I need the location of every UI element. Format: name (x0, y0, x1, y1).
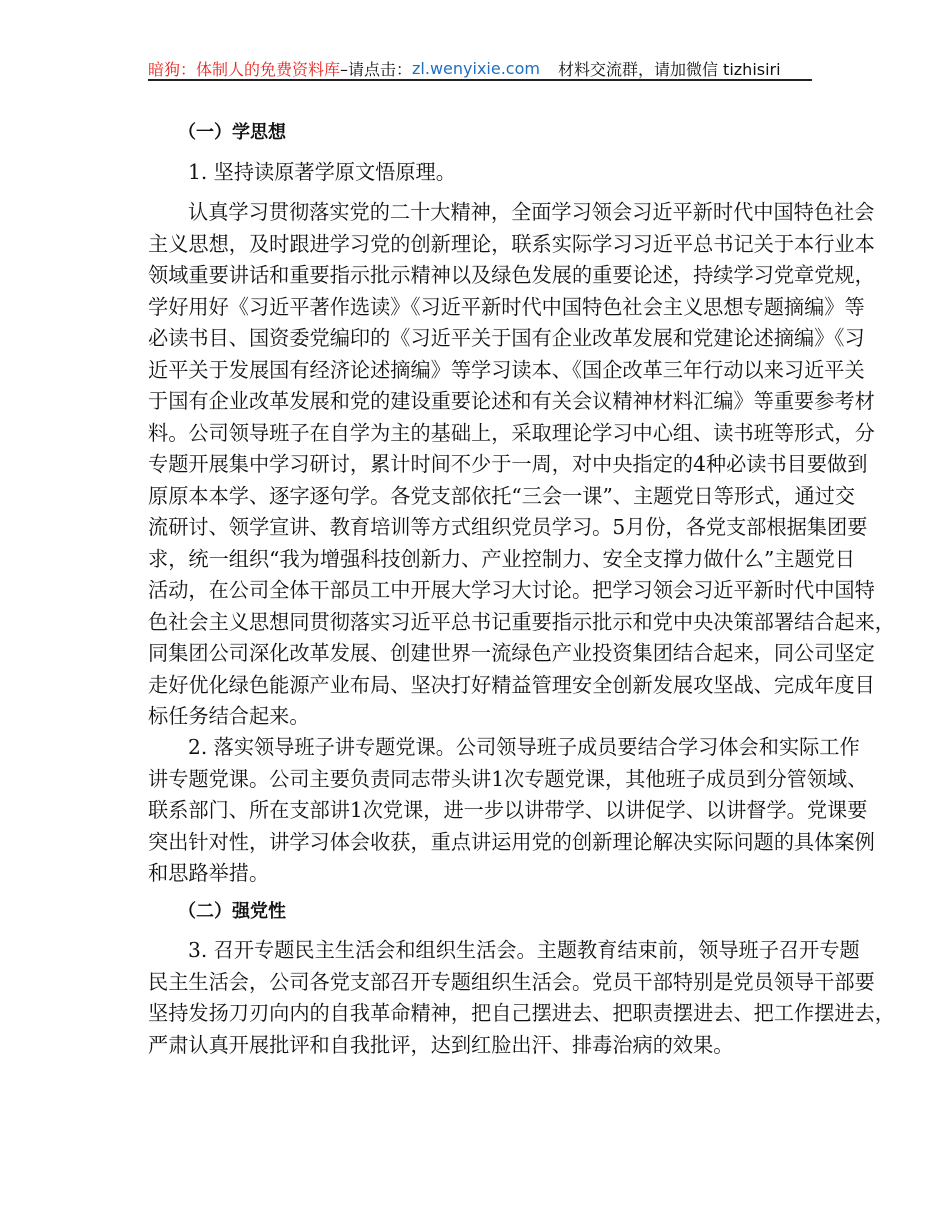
text-line: 严肃认真开展批评和自我批评，达到红脸出汗、排毒治病的效果。 (148, 1032, 734, 1057)
text-line: 于国有企业改革发展和党的建设重要论述和有关会议精神材料汇编》等重要参考材 (148, 389, 875, 413)
text-line: 联系部门、所在支部讲1次党课，进一步以讲带学、以讲促学、以讲督学。党课要 (148, 798, 868, 822)
item-title: 1. 坚持读原著学原文悟原理。 (188, 160, 456, 184)
text-line: 必读书目、国资委党编印的《习近平关于国有企业改革发展和党建论述摘编》《习 (148, 326, 865, 350)
header-contact: 材料交流群，请加微信 tizhisiri (557, 59, 781, 79)
text-line: 求，统一组织“我为增强科技创新力、产业控制力、安全支撑力做什么”主题党日 (148, 546, 856, 571)
text-line: 和思路举措。 (148, 861, 270, 885)
header-prompt: –请点击： (340, 59, 413, 79)
text-line: 学好用好《习近平著作选读》《习近平新时代中国特色社会主义思想专题摘编》等 (148, 294, 865, 319)
text-line: 3. 召开专题民主生活会和组织生活会。主题教育结束前，领导班子召开专题 (188, 938, 860, 962)
header-rule (148, 79, 812, 81)
text-line: 突出针对性，讲学习体会收获，重点讲运用党的创新理论解决实际问题的具体案例 (148, 829, 875, 854)
site-name: 暗狗：体制人的免费资料库 (148, 59, 341, 79)
section-heading: （二）强党性 (178, 901, 286, 922)
text-line: 走好优化绿色能源产业布局、坚决打好精益管理安全创新发展攻坚战、完成年度目 (148, 672, 875, 697)
text-line: 领域重要讲话和重要指示批示精神以及绿色发展的重要论述，持续学习党章党规， (148, 263, 875, 287)
text-line: 同集团公司深化改革发展、创建世界一流绿色产业投资集团结合起来，同公司坚定 (148, 641, 875, 665)
text-line: 色社会主义思想同贯彻落实习近平总书记重要指示批示和党中央决策部署结合起来， (148, 609, 895, 634)
text-line: 流研讨、领学宣讲、教育培训等方式组织党员学习。5月份，各党支部根据集团要 (148, 515, 868, 539)
text-line: 近平关于发展国有经济论述摘编》等学习读本、《国企改革三年行动以来习近平关 (148, 357, 865, 382)
text-line: 认真学习贯彻落实党的二十大精神，全面学习领会习近平新时代中国特色社会 (188, 200, 875, 224)
section-heading: （一）学思想 (178, 122, 286, 143)
page-header (148, 56, 812, 80)
text-line: 坚持发扬刀刃向内的自我革命精神，把自己摆进去、把职责摆进去、把工作摆进去， (148, 1001, 895, 1025)
text-line: 标任务结合起来。 (148, 704, 310, 728)
text-line: 民主生活会，公司各党支部召开专题组织生活会。党员干部特别是党员领导干部要 (148, 969, 875, 994)
text-line: 料。公司领导班子在自学为主的基础上，采取理论学习中心组、读书班等形式，分 (148, 420, 875, 445)
text-line: 2. 落实领导班子讲专题党课。公司领导班子成员要结合学习体会和实际工作 (188, 735, 860, 759)
site-link[interactable]: zl.wenyixie.com (412, 58, 540, 78)
text-line: 主义思想，及时跟进学习党的创新理论，联系实际学习习近平总书记关于本行业本 (148, 231, 875, 256)
text-line: 活动，在公司全体干部员工中开展大学习大讨论。把学习领会习近平新时代中国特 (148, 578, 875, 602)
text-line: 讲专题党课。公司主要负责同志带头讲1次专题党课，其他班子成员到分管领域、 (148, 766, 868, 791)
text-line: 专题开展集中学习研讨，累计时间不少于一周，对中央指定的4种必读书目要做到 (148, 452, 868, 476)
text-line: 原原本本学、逐字逐句学。各党支部依托“三会一课”、主题党日等形式，通过交 (148, 483, 856, 508)
